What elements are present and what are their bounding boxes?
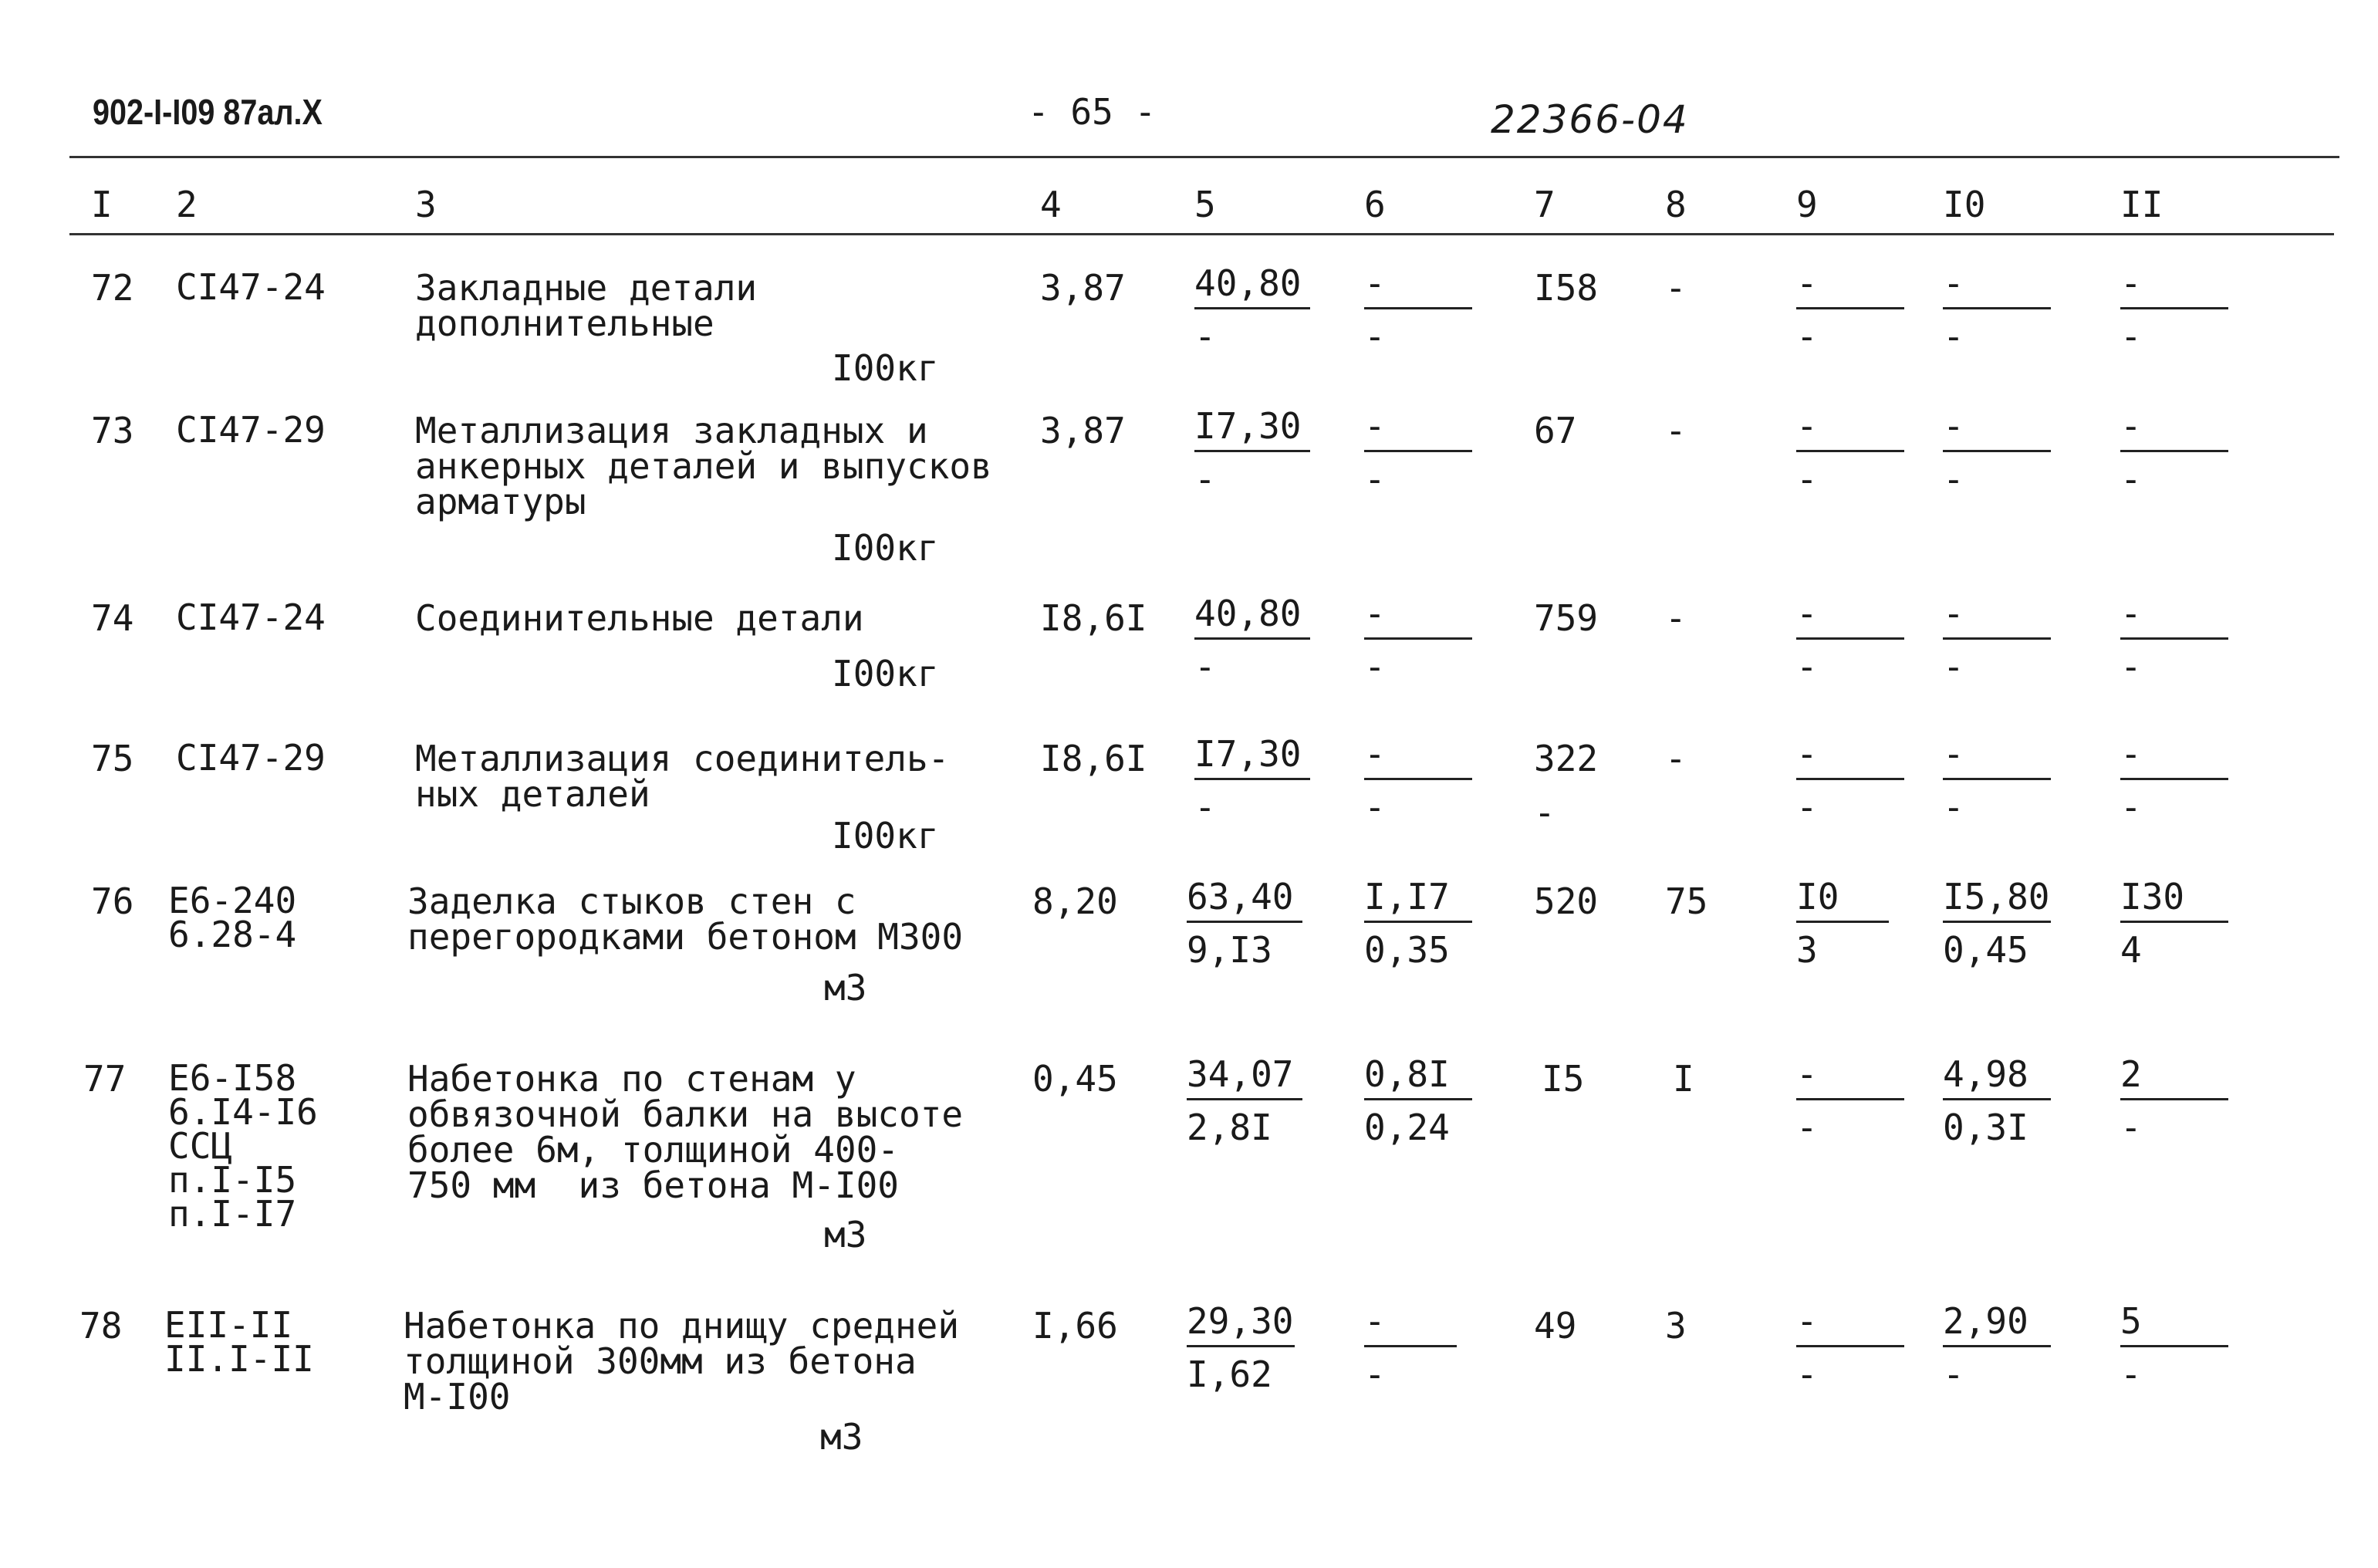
unit-of-measure: м3 [824, 967, 867, 1009]
quantity: 8,20 [1032, 880, 1118, 922]
fraction-numerator: 40,80 [1194, 594, 1310, 640]
column-header: 5 [1194, 184, 1216, 225]
fraction-cell [1364, 405, 1472, 500]
unit-of-measure: I00кг [832, 527, 939, 569]
unit-cost-fraction [1194, 593, 1310, 688]
fraction-denominator: 2,8I [1187, 1107, 1272, 1148]
fraction-cell [1943, 733, 2051, 828]
fraction-denominator: - [1796, 458, 1818, 500]
row-number: 75 [91, 738, 134, 779]
fraction-denominator: - [1194, 316, 1216, 357]
fraction-cell [1364, 733, 1472, 828]
fraction-denominator: - [1364, 458, 1386, 500]
work-description: Набетонка по стенам у обвязочной балки на высоте более 6м, толщиной 400- 750 мм из бетона М-I00 [407, 1058, 964, 1206]
total-cost: 759 [1534, 597, 1599, 639]
fraction-cell [2120, 733, 2228, 828]
fraction-numerator: - [1943, 594, 2051, 640]
unit-cost-fraction [1187, 1053, 1302, 1148]
work-description: Заделка стыков стен с перегородками бетоном М300 [407, 880, 964, 958]
fraction-denominator: - [1194, 458, 1216, 500]
fraction-denominator: 0,45 [1943, 929, 2028, 971]
column-header: 7 [1534, 184, 1555, 225]
work-description: Соединительные детали [415, 597, 864, 639]
column-8-value: 75 [1665, 880, 1708, 922]
rate-code: EII-II II.I-II [164, 1304, 314, 1380]
fraction-cell [1796, 262, 1904, 357]
fraction-cell [1796, 405, 1904, 500]
fraction-denominator: 3 [1796, 929, 1818, 971]
column-header: 4 [1040, 184, 1062, 225]
fraction-denominator: - [1194, 786, 1216, 828]
fraction-denominator: - [2120, 316, 2142, 357]
rate-code: CI47-29 [176, 409, 326, 451]
fraction-denominator: - [2120, 1107, 2142, 1148]
column-8-value: I [1673, 1058, 1694, 1100]
fraction-numerator: I30 [2120, 877, 2228, 923]
fraction-cell [1943, 1300, 2051, 1395]
work-description: Закладные детали дополнительные [415, 267, 758, 344]
quantity: I8,6I [1040, 597, 1147, 639]
document-code: 902-I-I09 87ал.X [93, 92, 323, 132]
total-cost: I58 [1534, 267, 1599, 309]
fraction-numerator: 29,30 [1187, 1302, 1295, 1347]
fraction-cell [1943, 262, 2051, 357]
row-number: 76 [91, 880, 134, 922]
column-header: 8 [1665, 184, 1687, 225]
fraction-denominator: - [1943, 316, 1964, 357]
fraction-numerator: - [1364, 407, 1472, 452]
fraction-numerator: - [2120, 594, 2228, 640]
fraction-numerator: - [1943, 264, 2051, 309]
total-cost: 520 [1534, 880, 1599, 922]
rate-code: E6-240 6.28-4 [168, 880, 297, 955]
fraction-cell [1796, 1300, 1904, 1395]
fraction-denominator: - [1943, 646, 1964, 688]
fraction-numerator: I7,30 [1194, 735, 1310, 780]
fraction-denominator: - [1796, 646, 1818, 688]
fraction-numerator: - [1364, 1302, 1457, 1347]
total-cost-secondary: - [1534, 792, 1555, 833]
fraction-cell [1364, 876, 1472, 971]
top-rule [69, 156, 2339, 158]
quantity: 3,87 [1040, 267, 1126, 309]
fraction-denominator: - [1796, 1107, 1818, 1148]
fraction-numerator: - [1943, 735, 2051, 780]
fraction-denominator: 4 [2120, 929, 2142, 971]
fraction-cell [1364, 1053, 1472, 1148]
fraction-denominator: - [1943, 786, 1964, 828]
row-number: 78 [79, 1305, 123, 1347]
column-8-value: - [1665, 410, 1687, 451]
total-cost: 49 [1534, 1305, 1577, 1347]
work-description: Металлизация соединитель- ных деталей [415, 738, 950, 815]
fraction-numerator: 2,90 [1943, 1302, 2051, 1347]
fraction-denominator: - [1194, 646, 1216, 688]
column-header: 2 [176, 184, 198, 225]
row-number: 72 [91, 267, 134, 309]
fraction-numerator: 63,40 [1187, 877, 1302, 923]
column-8-value: - [1665, 267, 1687, 309]
fraction-numerator: I,I7 [1364, 877, 1472, 923]
row-number: 74 [91, 597, 134, 639]
fraction-numerator: - [1364, 264, 1472, 309]
fraction-cell [1364, 262, 1472, 357]
fraction-cell [1943, 405, 2051, 500]
fraction-numerator: - [1796, 735, 1904, 780]
column-8-value: 3 [1665, 1305, 1687, 1347]
unit-cost-fraction [1187, 876, 1302, 971]
fraction-numerator: - [2120, 735, 2228, 780]
fraction-denominator: - [2120, 1353, 2142, 1395]
fraction-cell [2120, 876, 2228, 971]
fraction-denominator: - [1364, 786, 1386, 828]
fraction-cell [1796, 876, 1889, 971]
fraction-cell [2120, 1300, 2228, 1395]
column-8-value: - [1665, 738, 1687, 779]
fraction-denominator: - [1796, 786, 1818, 828]
fraction-denominator: 0,35 [1364, 929, 1450, 971]
unit-cost-fraction [1194, 733, 1310, 828]
fraction-denominator: - [1796, 1353, 1818, 1395]
fraction-numerator: I7,30 [1194, 407, 1310, 452]
unit-of-measure: I00кг [832, 815, 939, 857]
fraction-numerator: 0,8I [1364, 1055, 1472, 1100]
fraction-numerator: - [1796, 264, 1904, 309]
column-header: I [91, 184, 113, 225]
column-header: 9 [1796, 184, 1818, 225]
unit-cost-fraction [1187, 1300, 1295, 1395]
work-description: Набетонка по днищу средней толщиной 300мм из бетона М-I00 [404, 1305, 960, 1418]
column-header: 6 [1364, 184, 1386, 225]
column-header: II [2120, 184, 2164, 225]
unit-cost-fraction [1194, 262, 1310, 357]
fraction-numerator: 2 [2120, 1055, 2228, 1100]
fraction-numerator: - [1796, 407, 1904, 452]
row-number: 77 [83, 1058, 127, 1100]
fraction-denominator: - [2120, 646, 2142, 688]
fraction-denominator: I,62 [1187, 1353, 1272, 1395]
column-header: 3 [415, 184, 437, 225]
rate-code: CI47-29 [176, 737, 326, 779]
unit-of-measure: I00кг [832, 347, 939, 389]
quantity: I,66 [1032, 1305, 1118, 1347]
fraction-numerator: - [1364, 735, 1472, 780]
fraction-numerator: 40,80 [1194, 264, 1310, 309]
column-header: I0 [1943, 184, 1986, 225]
fraction-numerator: I0 [1796, 877, 1889, 923]
fraction-numerator: I5,80 [1943, 877, 2051, 923]
page-number: - 65 - [1028, 91, 1157, 133]
fraction-denominator: - [2120, 458, 2142, 500]
fraction-denominator: - [1364, 316, 1386, 357]
fraction-denominator: - [2120, 786, 2142, 828]
fraction-cell [2120, 262, 2228, 357]
unit-cost-fraction [1194, 405, 1310, 500]
fraction-numerator: 5 [2120, 1302, 2228, 1347]
fraction-numerator: - [1943, 407, 2051, 452]
fraction-cell [1796, 733, 1904, 828]
rate-code: CI47-24 [176, 596, 326, 638]
work-description: Металлизация закладных и анкерных деталей и выпусков арматуры [415, 410, 992, 522]
total-cost: 322 [1534, 738, 1599, 779]
fraction-cell [1943, 876, 2051, 971]
fraction-cell [1943, 593, 2051, 688]
rate-code: E6-I58 6.I4-I6 ССЦ п.I-I5 п.I-I7 [168, 1057, 318, 1235]
total-cost: I5 [1542, 1058, 1585, 1100]
rate-code: CI47-24 [176, 266, 326, 308]
row-number: 73 [91, 410, 134, 451]
fraction-cell [1796, 593, 1904, 688]
quantity: I8,6I [1040, 738, 1147, 779]
fraction-numerator: - [1796, 1055, 1904, 1100]
document-number: 22366-04 [1491, 97, 1689, 142]
fraction-denominator: 0,24 [1364, 1107, 1450, 1148]
fraction-numerator: - [1364, 594, 1472, 640]
fraction-numerator: - [1796, 594, 1904, 640]
fraction-numerator: - [2120, 264, 2228, 309]
fraction-denominator: - [1943, 1353, 1964, 1395]
header-rule [69, 233, 2334, 235]
unit-of-measure: I00кг [832, 653, 939, 694]
column-8-value: - [1665, 597, 1687, 639]
fraction-denominator: - [1364, 646, 1386, 688]
fraction-cell [2120, 1053, 2228, 1148]
fraction-cell [2120, 405, 2228, 500]
unit-of-measure: м3 [820, 1416, 863, 1458]
fraction-numerator: - [1796, 1302, 1904, 1347]
fraction-denominator: 0,3I [1943, 1107, 2028, 1148]
fraction-denominator: - [1796, 316, 1818, 357]
unit-of-measure: м3 [824, 1214, 867, 1255]
fraction-denominator: - [1943, 458, 1964, 500]
fraction-cell [1796, 1053, 1904, 1148]
fraction-numerator: - [2120, 407, 2228, 452]
fraction-denominator: 9,I3 [1187, 929, 1272, 971]
total-cost: 67 [1534, 410, 1577, 451]
fraction-denominator: - [1364, 1353, 1386, 1395]
fraction-numerator: 4,98 [1943, 1055, 2051, 1100]
fraction-cell [1364, 593, 1472, 688]
fraction-numerator: 34,07 [1187, 1055, 1302, 1100]
quantity: 3,87 [1040, 410, 1126, 451]
fraction-cell [2120, 593, 2228, 688]
fraction-cell [1364, 1300, 1457, 1395]
fraction-cell [1943, 1053, 2051, 1148]
quantity: 0,45 [1032, 1058, 1118, 1100]
